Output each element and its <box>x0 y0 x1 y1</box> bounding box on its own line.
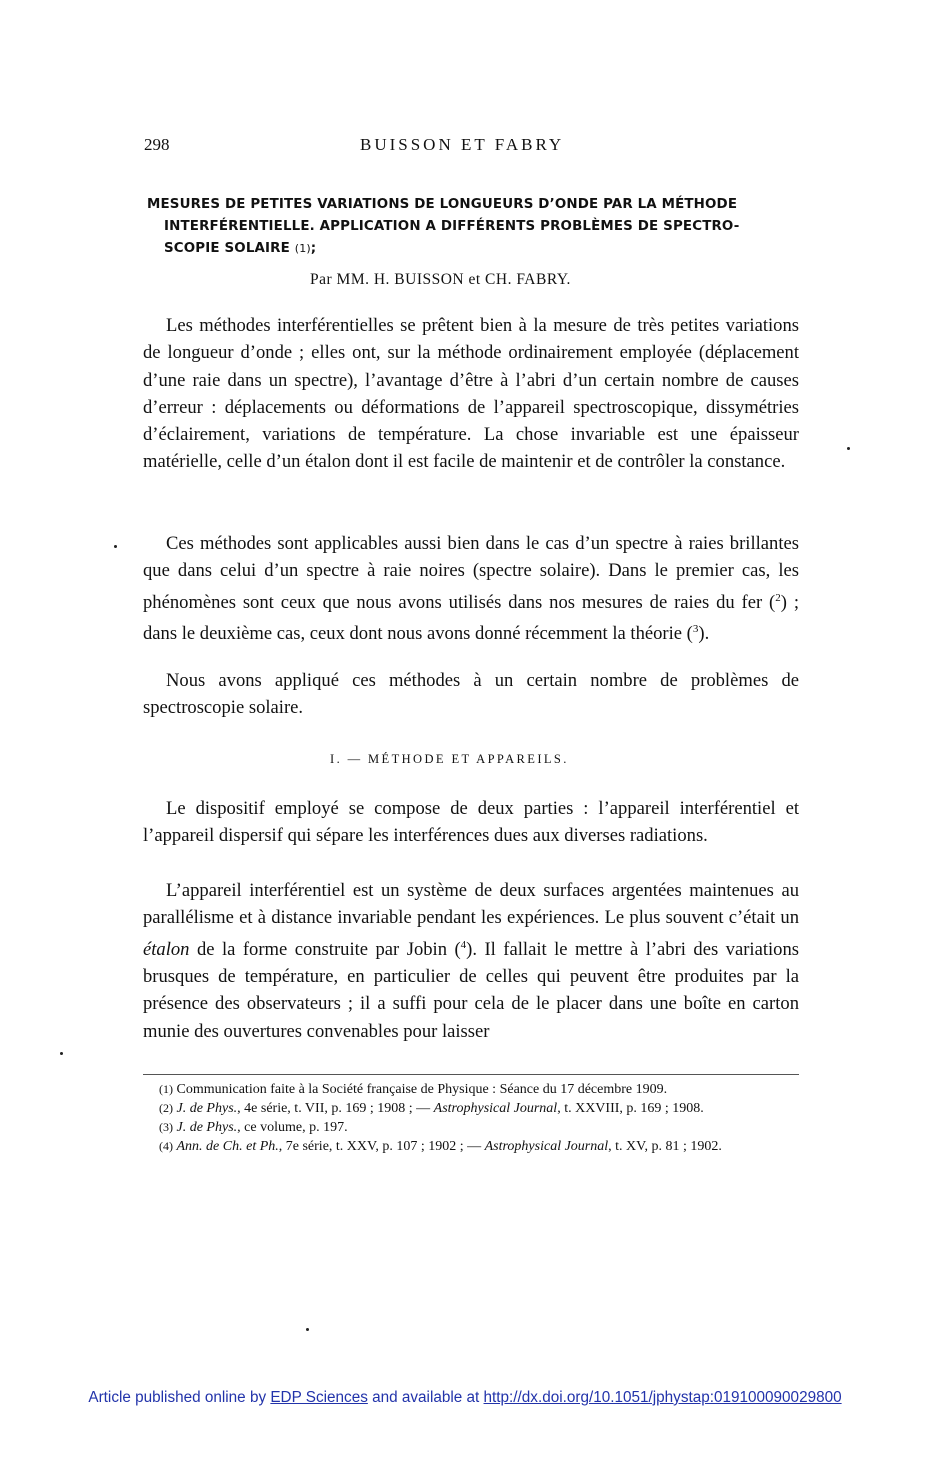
paragraph-1 <box>143 312 799 476</box>
page-number: 298 <box>144 135 170 154</box>
footnote-4 <box>143 1137 799 1156</box>
title-line-3-text: SCOPIE SOLAIRE <box>164 241 290 256</box>
paragraph-4 <box>143 795 799 850</box>
title-line-2: INTERFÉRENTIELLE. APPLICATION A DIFFÉRENTS PROBLÈMES DE SPECTRO- <box>164 219 740 234</box>
edp-sciences-link[interactable]: EDP Sciences <box>270 1389 368 1406</box>
footnote-2 <box>143 1099 799 1118</box>
footnote-1-text: Communication faite à la Société française de Physique : Séance du 17 décembre 1909. <box>176 1082 668 1097</box>
footnote-2-mark: (2) <box>159 1101 173 1115</box>
footnote-4-journal-b: Astrophysical Journal <box>484 1139 609 1154</box>
footnote-3 <box>143 1118 799 1137</box>
footnote-ref-4[interactable]: 4 <box>460 938 467 951</box>
footnote-2-text-b: , t. XXVIII, p. 169 ; 1908. <box>557 1101 704 1116</box>
title-line-1: MESURES DE PETITES VARIATIONS DE LONGUEURS D’ONDE PAR LA MÉTHODE <box>147 197 738 212</box>
footer-middle: and available at <box>367 1389 484 1406</box>
title-line-3 <box>147 238 799 260</box>
paragraph-4-text: Le dispositif employé se compose de deux parties : l’appareil interférentiel et l’appareil dispersif qui sépare les interférences dues aux diverses radiations. <box>143 798 799 847</box>
paragraph-5 <box>143 877 799 1045</box>
paragraph-3 <box>143 667 799 722</box>
footnote-3-text: , ce volume, p. 197. <box>237 1120 348 1135</box>
footnote-3-mark: (3) <box>159 1120 173 1134</box>
footnotes <box>143 1080 799 1156</box>
byline: Par MM. H. BUISSON et CH. FABRY. <box>310 271 571 288</box>
footer-prefix: Article published online by <box>88 1389 271 1406</box>
paragraph-5-text-c: ). Il fallait le mettre à l’abri des variations brusques de température, en particulier de celles qui peuvent être produites par la présence des observateurs ; il a suffi pour cela de le placer dans une boîte en carton munie des ouvertures convenables pour laisser <box>143 938 799 1042</box>
footnote-ref-2[interactable]: 2 <box>775 591 781 604</box>
scan-speck <box>60 1052 63 1055</box>
footnote-4-journal: Ann. de Ch. et Ph. <box>176 1139 279 1154</box>
paragraph-5-text-a: L’appareil interférentiel est un système de deux surfaces argentées maintenues au parallélisme et à distance invariable pendant les expériences. Le plus souvent c’était un <box>143 880 799 929</box>
section-heading: I. — MÉTHODE ET APPAREILS. <box>330 752 569 766</box>
title-note-mark[interactable]: (1) <box>294 242 311 255</box>
paragraph-3-text: Nous avons appliqué ces méthodes à un certain nombre de problèmes de spectroscopie solaire. <box>143 670 799 719</box>
footnote-1 <box>143 1080 799 1099</box>
scan-speck <box>306 1328 309 1331</box>
footnote-2-journal: J. de Phys. <box>176 1101 238 1116</box>
paragraph-2 <box>143 530 799 648</box>
paragraph-2-text-a: Ces méthodes sont applicables aussi bien dans le cas d’un spectre à raies brillantes que dans celui d’un spectre à raie noires (spectre solaire). Dans le premier cas, les phénomènes sont ceux que nous avons utilisés dans nos mesures de raies du fer ( <box>143 533 799 613</box>
paragraph-1-text: Les méthodes interférentielles se prêtent bien à la mesure de très petites variations de longueur d’onde ; elles ont, sur la méthode ordinairement employée (déplacement d’une raie dans un spectre), l’avantage d’être à l’abri d’un certain nombre de causes d’erreur : déplacements ou déformations de l’appareil spectroscopique, dissymétries d’éclairement, variations de température. La chose invariable est une épaisseur matérielle, celle d’un étalon dont il est facile de maintenir et de contrôler la constance. <box>143 315 799 473</box>
scan-speck <box>114 545 117 548</box>
running-head: BUISSON ET FABRY <box>360 135 565 154</box>
footnote-divider <box>143 1074 799 1075</box>
doi-link[interactable]: http://dx.doi.org/10.1051/jphystap:019100090029800 <box>483 1389 842 1406</box>
footnote-3-journal: J. de Phys. <box>176 1120 238 1135</box>
footnote-4-text-b: , t. XV, p. 81 ; 1902. <box>608 1139 722 1154</box>
title-end: ; <box>310 241 317 256</box>
footnote-1-mark: (1) <box>159 1082 173 1096</box>
paragraph-5-text-b: de la forme construite par Jobin ( <box>189 938 461 960</box>
paragraph-2-text-c: ). <box>698 623 710 645</box>
footnote-4-mark: (4) <box>159 1139 173 1153</box>
scan-speck <box>847 447 850 450</box>
paragraph-5-emphasis: étalon <box>143 938 190 960</box>
article-title <box>147 194 799 260</box>
footnote-2-text-a: , 4e série, t. VII, p. 169 ; 1908 ; — <box>237 1101 434 1116</box>
footnote-4-text-a: , 7e série, t. XXV, p. 107 ; 1902 ; — <box>278 1139 485 1154</box>
paragraph-2-text-b: ) ; dans le deuxième cas, ceux dont nous avons donné récemment la théorie ( <box>143 591 799 645</box>
footnote-ref-3[interactable]: 3 <box>692 623 699 636</box>
footnote-2-journal-b: Astrophysical Journal <box>433 1101 558 1116</box>
publication-footer <box>0 1389 930 1407</box>
